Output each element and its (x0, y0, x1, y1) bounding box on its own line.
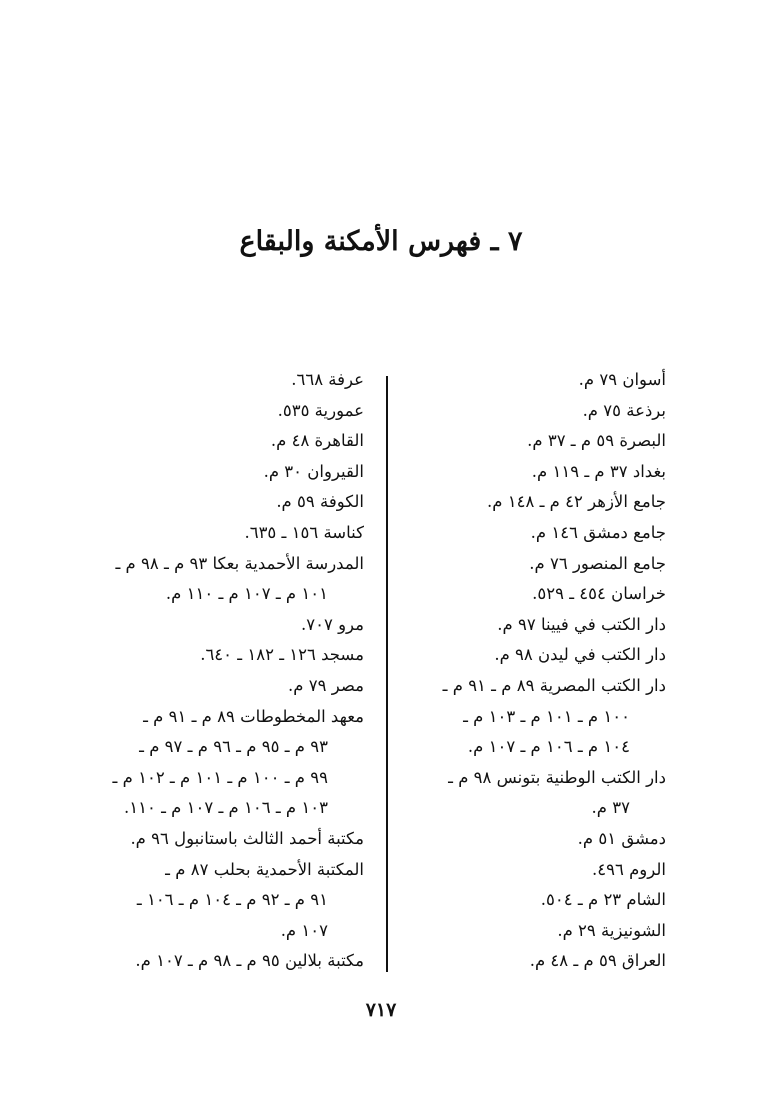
index-entry: الشونيزية ٢٩ م. (557, 920, 666, 940)
index-entry-continuation: ٩٣ م ـ ٩٥ م ـ ٩٦ م ـ ٩٧ م ـ (139, 737, 328, 757)
index-column-left (89, 365, 364, 977)
index-entry: أسوان ٧٩ م. (578, 370, 666, 389)
index-entry: جامع دمشق ١٤٦ م. (530, 522, 666, 542)
index-entry: مسجد ١٢٦ ـ ١٨٢ ـ ٦٤٠. (200, 645, 364, 665)
index-entry-continuation: ١٠٣ م ـ ١٠٦ م ـ ١٠٧ م ـ ١١٠. (123, 798, 328, 818)
index-entry: البصرة ٥٩ م ـ ٣٧ م. (527, 431, 666, 451)
index-entry: بغداد ٣٧ م ـ ١١٩ م. (531, 461, 666, 481)
index-entry: مرو ٧٠٧. (301, 614, 364, 634)
index-entry: دمشق ٥١ م. (577, 828, 666, 848)
index-entry: دار الكتب الوطنية بتونس ٩٨ م ـ (448, 767, 666, 787)
index-entry: مكتبة أحمد الثالث باستانبول ٩٦ م. (130, 828, 364, 848)
index-entry: القاهرة ٤٨ م. (270, 431, 364, 451)
index-entry-continuation: ١٠١ م ـ ١٠٧ م ـ ١١٠ م. (165, 584, 328, 604)
index-entry: دار الكتب في ليدن ٩٨ م. (494, 645, 666, 665)
index-entry: المكتبة الأحمدية بحلب ٨٧ م ـ (165, 859, 364, 879)
index-entry: عرفة ٦٦٨. (291, 370, 364, 389)
index-column-right (378, 365, 666, 977)
index-entry: دار الكتب في فيينا ٩٧ م. (497, 614, 666, 634)
index-entry: دار الكتب المصرية ٨٩ م ـ ٩١ م ـ (442, 675, 666, 695)
index-entry: جامع المنصور ٧٦ م. (529, 553, 666, 573)
index-entry-continuation: ٩٩ م ـ ١٠٠ م ـ ١٠١ م ـ ١٠٢ م ـ (112, 767, 328, 787)
index-entry: برذعة ٧٥ م. (582, 400, 666, 420)
index-entry-continuation: ١٠٤ م ـ ١٠٦ م ـ ١٠٧ م. (467, 737, 630, 757)
index-entry: الشام ٢٣ م ـ ٥٠٤. (540, 890, 666, 910)
page-number: ٧١٧ (365, 999, 397, 1021)
column-divider (386, 376, 388, 972)
index-entry: المدرسة الأحمدية بعكا ٩٣ م ـ ٩٨ م ـ (115, 553, 364, 573)
index-entry: الكوفة ٥٩ م. (276, 492, 364, 512)
index-entry: خراسان ٤٥٤ ـ ٥٢٩. (532, 584, 666, 604)
index-entry: مصر ٧٩ م. (288, 675, 364, 695)
index-entry-continuation: ١٠٠ م ـ ١٠١ م ـ ١٠٣ م ـ (463, 706, 630, 726)
index-entry: مكتبة بلالين ٩٥ م ـ ٩٨ م ـ ١٠٧ م. (135, 951, 364, 971)
index-entry: الروم ٤٩٦. (592, 859, 666, 879)
index-entry: جامع الأزهر ٤٢ م ـ ١٤٨ م. (487, 492, 666, 512)
index-entry: معهد المخطوطات ٨٩ م ـ ٩١ م ـ (143, 706, 364, 726)
index-entry-continuation: ٣٧ م. (591, 798, 630, 818)
index-entry-continuation: ١٠٧ م. (280, 920, 328, 940)
index-entry: عمورية ٥٣٥. (277, 400, 364, 420)
page-title: ٧ ـ فهرس الأمكنة والبقاع (239, 226, 523, 257)
index-entry: القيروان ٣٠ م. (263, 461, 364, 481)
index-entry: العراق ٥٩ م ـ ٤٨ م. (529, 951, 666, 971)
index-entry-continuation: ٩١ م ـ ٩٢ م ـ ١٠٤ م ـ ١٠٦ ـ (136, 890, 328, 910)
index-entry: كناسة ١٥٦ ـ ٦٣٥. (244, 522, 364, 542)
